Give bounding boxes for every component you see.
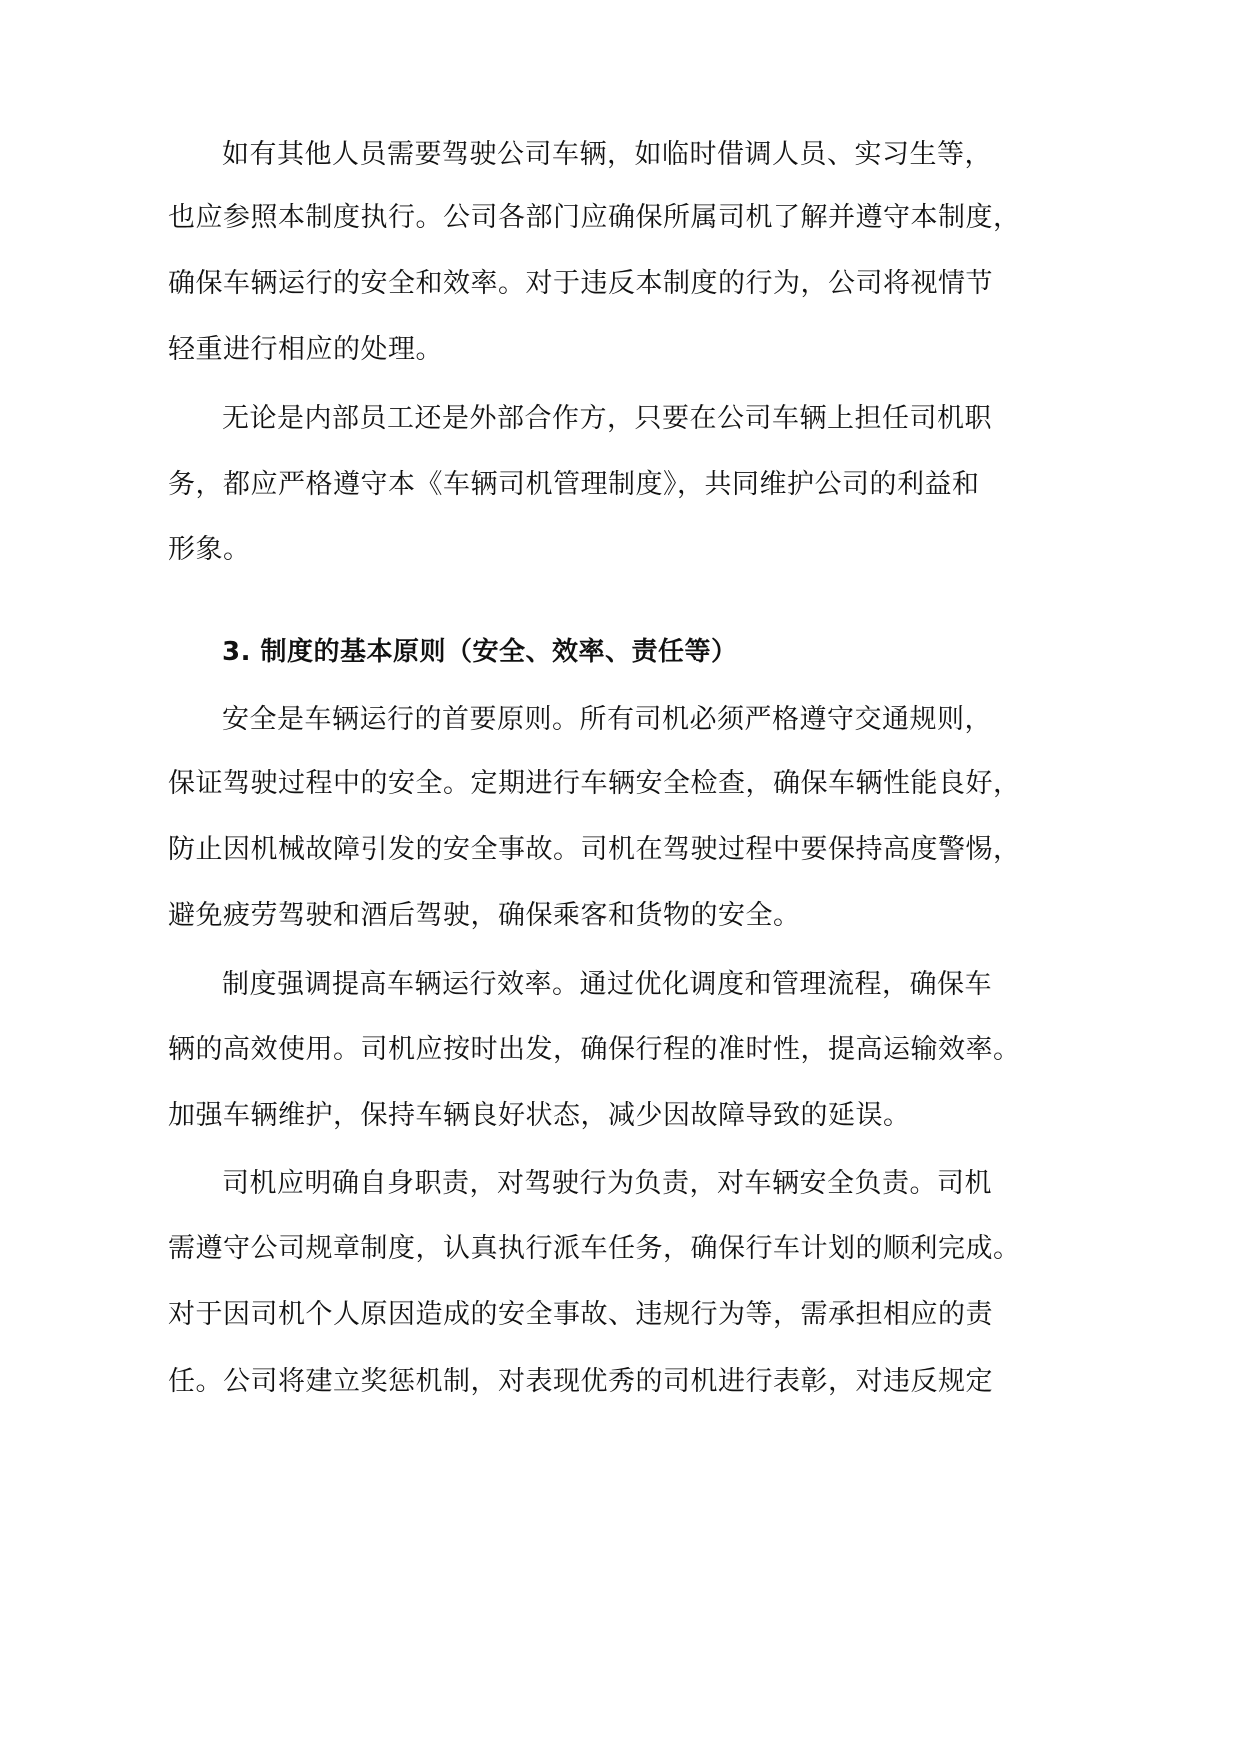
text-line: 务，都应严格遵守本《车辆司机管理制度》，共同维护公司的利益和 bbox=[168, 469, 980, 500]
text-line: 也应参照本制度执行。公司各部门应确保所属司机了解并遵守本制度， bbox=[168, 202, 1021, 233]
text-line: 如有其他人员需要驾驶公司车辆，如临时借调人员、实习生等， bbox=[222, 139, 992, 170]
text-line: 司机应明确自身职责，对驾驶行为负责，对车辆安全负责。司机 bbox=[222, 1168, 992, 1199]
text-line: 制度强调提高车辆运行效率。通过优化调度和管理流程，确保车 bbox=[222, 969, 992, 1000]
text-line: 防止因机械故障引发的安全事故。司机在驾驶过程中要保持高度警惕， bbox=[168, 834, 1021, 865]
text-line: 需遵守公司规章制度，认真执行派车任务，确保行车计划的顺利完成。 bbox=[168, 1233, 1021, 1264]
text-line: 形象。 bbox=[168, 534, 251, 565]
section-heading: 3. 制度的基本原则（安全、效率、责任等） bbox=[222, 637, 738, 667]
text-line: 确保车辆运行的安全和效率。对于违反本制度的行为，公司将视情节 bbox=[168, 268, 993, 299]
text-line: 轻重进行相应的处理。 bbox=[168, 334, 443, 365]
text-line: 安全是车辆运行的首要原则。所有司机必须严格遵守交通规则， bbox=[222, 704, 992, 735]
text-line: 保证驾驶过程中的安全。定期进行车辆安全检查，确保车辆性能良好， bbox=[168, 768, 1021, 799]
text-line: 对于因司机个人原因造成的安全事故、违规行为等，需承担相应的责 bbox=[168, 1299, 993, 1330]
text-line: 任。公司将建立奖惩机制，对表现优秀的司机进行表彰，对违反规定 bbox=[168, 1366, 993, 1397]
text-line: 加强车辆维护，保持车辆良好状态，减少因故障导致的延误。 bbox=[168, 1100, 911, 1131]
text-line: 无论是内部员工还是外部合作方，只要在公司车辆上担任司机职 bbox=[222, 403, 992, 434]
text-line: 避免疲劳驾驶和酒后驾驶，确保乘客和货物的安全。 bbox=[168, 900, 801, 931]
text-line: 辆的高效使用。司机应按时出发，确保行程的准时性，提高运输效率。 bbox=[168, 1034, 1021, 1065]
